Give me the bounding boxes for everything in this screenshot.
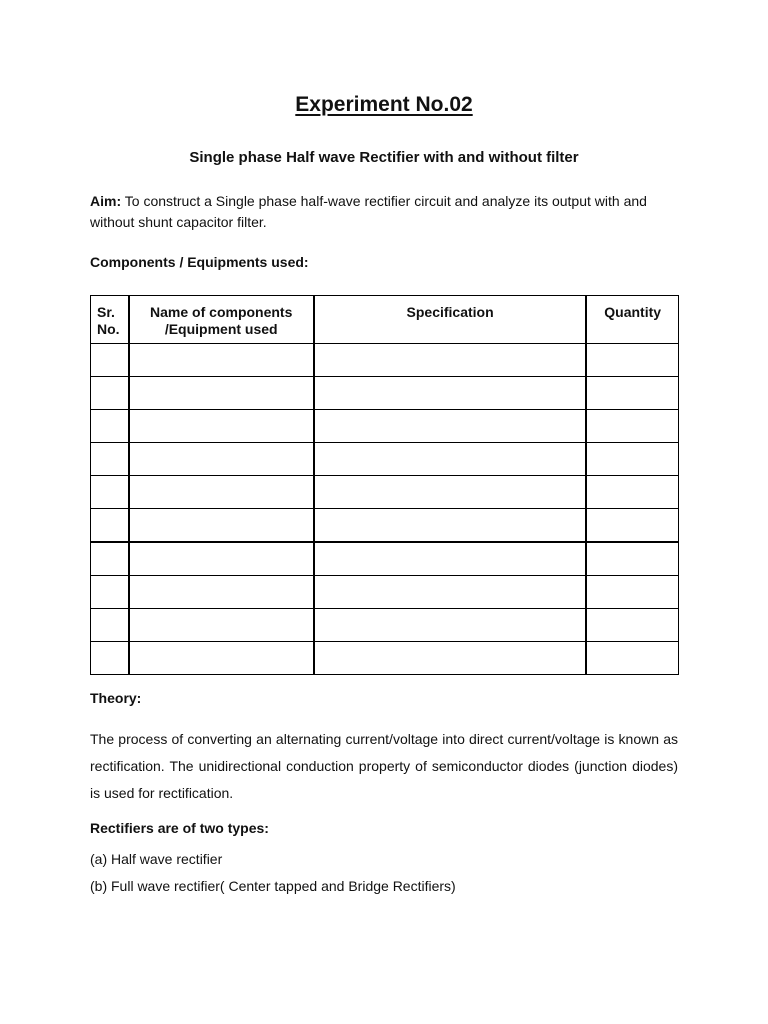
header-name-of-components — [129, 296, 314, 344]
table-row — [91, 410, 679, 443]
table-cell — [586, 642, 678, 675]
header-sr-no — [91, 296, 129, 344]
rectifier-types-list — [90, 846, 456, 900]
aim-label: Aim: — [90, 193, 122, 209]
table-cell — [314, 609, 586, 642]
table-cell — [586, 344, 678, 377]
header-sr-no-line2: No. — [97, 321, 120, 337]
table-cell — [91, 377, 129, 410]
table-cell — [586, 377, 678, 410]
table-cell — [129, 609, 314, 642]
components-heading: Components / Equipments used: — [90, 254, 309, 270]
table-cell — [586, 576, 678, 609]
table-cell — [586, 542, 678, 576]
header-specification: Specification — [314, 296, 586, 344]
table-cell — [91, 443, 129, 476]
table-cell — [129, 476, 314, 509]
table-cell — [586, 609, 678, 642]
table-cell — [129, 344, 314, 377]
table-cell — [91, 576, 129, 609]
table-cell — [129, 576, 314, 609]
table-cell — [314, 642, 586, 675]
header-name-line2: /Equipment used — [164, 321, 278, 337]
table-cell — [129, 509, 314, 543]
table-cell — [129, 642, 314, 675]
table-cell — [586, 443, 678, 476]
table-cell — [91, 410, 129, 443]
components-table — [90, 295, 679, 675]
table-cell — [314, 509, 586, 543]
table-cell — [91, 609, 129, 642]
table-cell — [314, 410, 586, 443]
header-name-line1: Name of components — [150, 304, 293, 320]
theory-heading: Theory: — [90, 690, 142, 706]
table-cell — [314, 377, 586, 410]
header-quantity: Quantity — [586, 296, 678, 344]
table-cell — [129, 542, 314, 576]
table-row — [91, 609, 679, 642]
table-cell — [91, 509, 129, 543]
table-cell — [314, 576, 586, 609]
table-row — [91, 509, 679, 543]
table-cell — [314, 476, 586, 509]
table-row — [91, 642, 679, 675]
experiment-title: Experiment No.02 — [295, 93, 473, 116]
table-cell — [91, 642, 129, 675]
table-cell — [314, 344, 586, 377]
table-cell — [129, 443, 314, 476]
aim-paragraph — [90, 191, 680, 233]
table-cell — [129, 410, 314, 443]
table-cell — [314, 443, 586, 476]
table-cell — [91, 542, 129, 576]
table-cell — [586, 410, 678, 443]
table-cell — [586, 476, 678, 509]
table-cell — [91, 344, 129, 377]
rectifier-types-heading: Rectifiers are of two types: — [90, 820, 269, 836]
table-cell — [129, 377, 314, 410]
table-row — [91, 476, 679, 509]
experiment-subtitle: Single phase Half wave Rectifier with and without filter — [189, 149, 579, 166]
theory-paragraph: The process of converting an alternating current/voltage into direct current/voltage is known as rectification. The unidirectional conduction property of semiconductor diodes (junction diodes) is used for rectification. — [90, 731, 678, 801]
table-row — [91, 542, 679, 576]
aim-text: To construct a Single phase half-wave rectifier circuit and analyze its output with and without shunt capacitor filter. — [90, 193, 647, 230]
list-item: (a) Half wave rectifier — [90, 851, 223, 867]
table-header-row — [91, 296, 679, 344]
list-item: (b) Full wave rectifier( Center tapped and Bridge Rectifiers) — [90, 878, 456, 894]
table-cell — [91, 476, 129, 509]
table-row — [91, 344, 679, 377]
table-cell — [586, 509, 678, 543]
table-row — [91, 443, 679, 476]
header-sr-no-line1: Sr. — [97, 304, 115, 320]
table-row — [91, 377, 679, 410]
table-row — [91, 576, 679, 609]
table-cell — [314, 542, 586, 576]
